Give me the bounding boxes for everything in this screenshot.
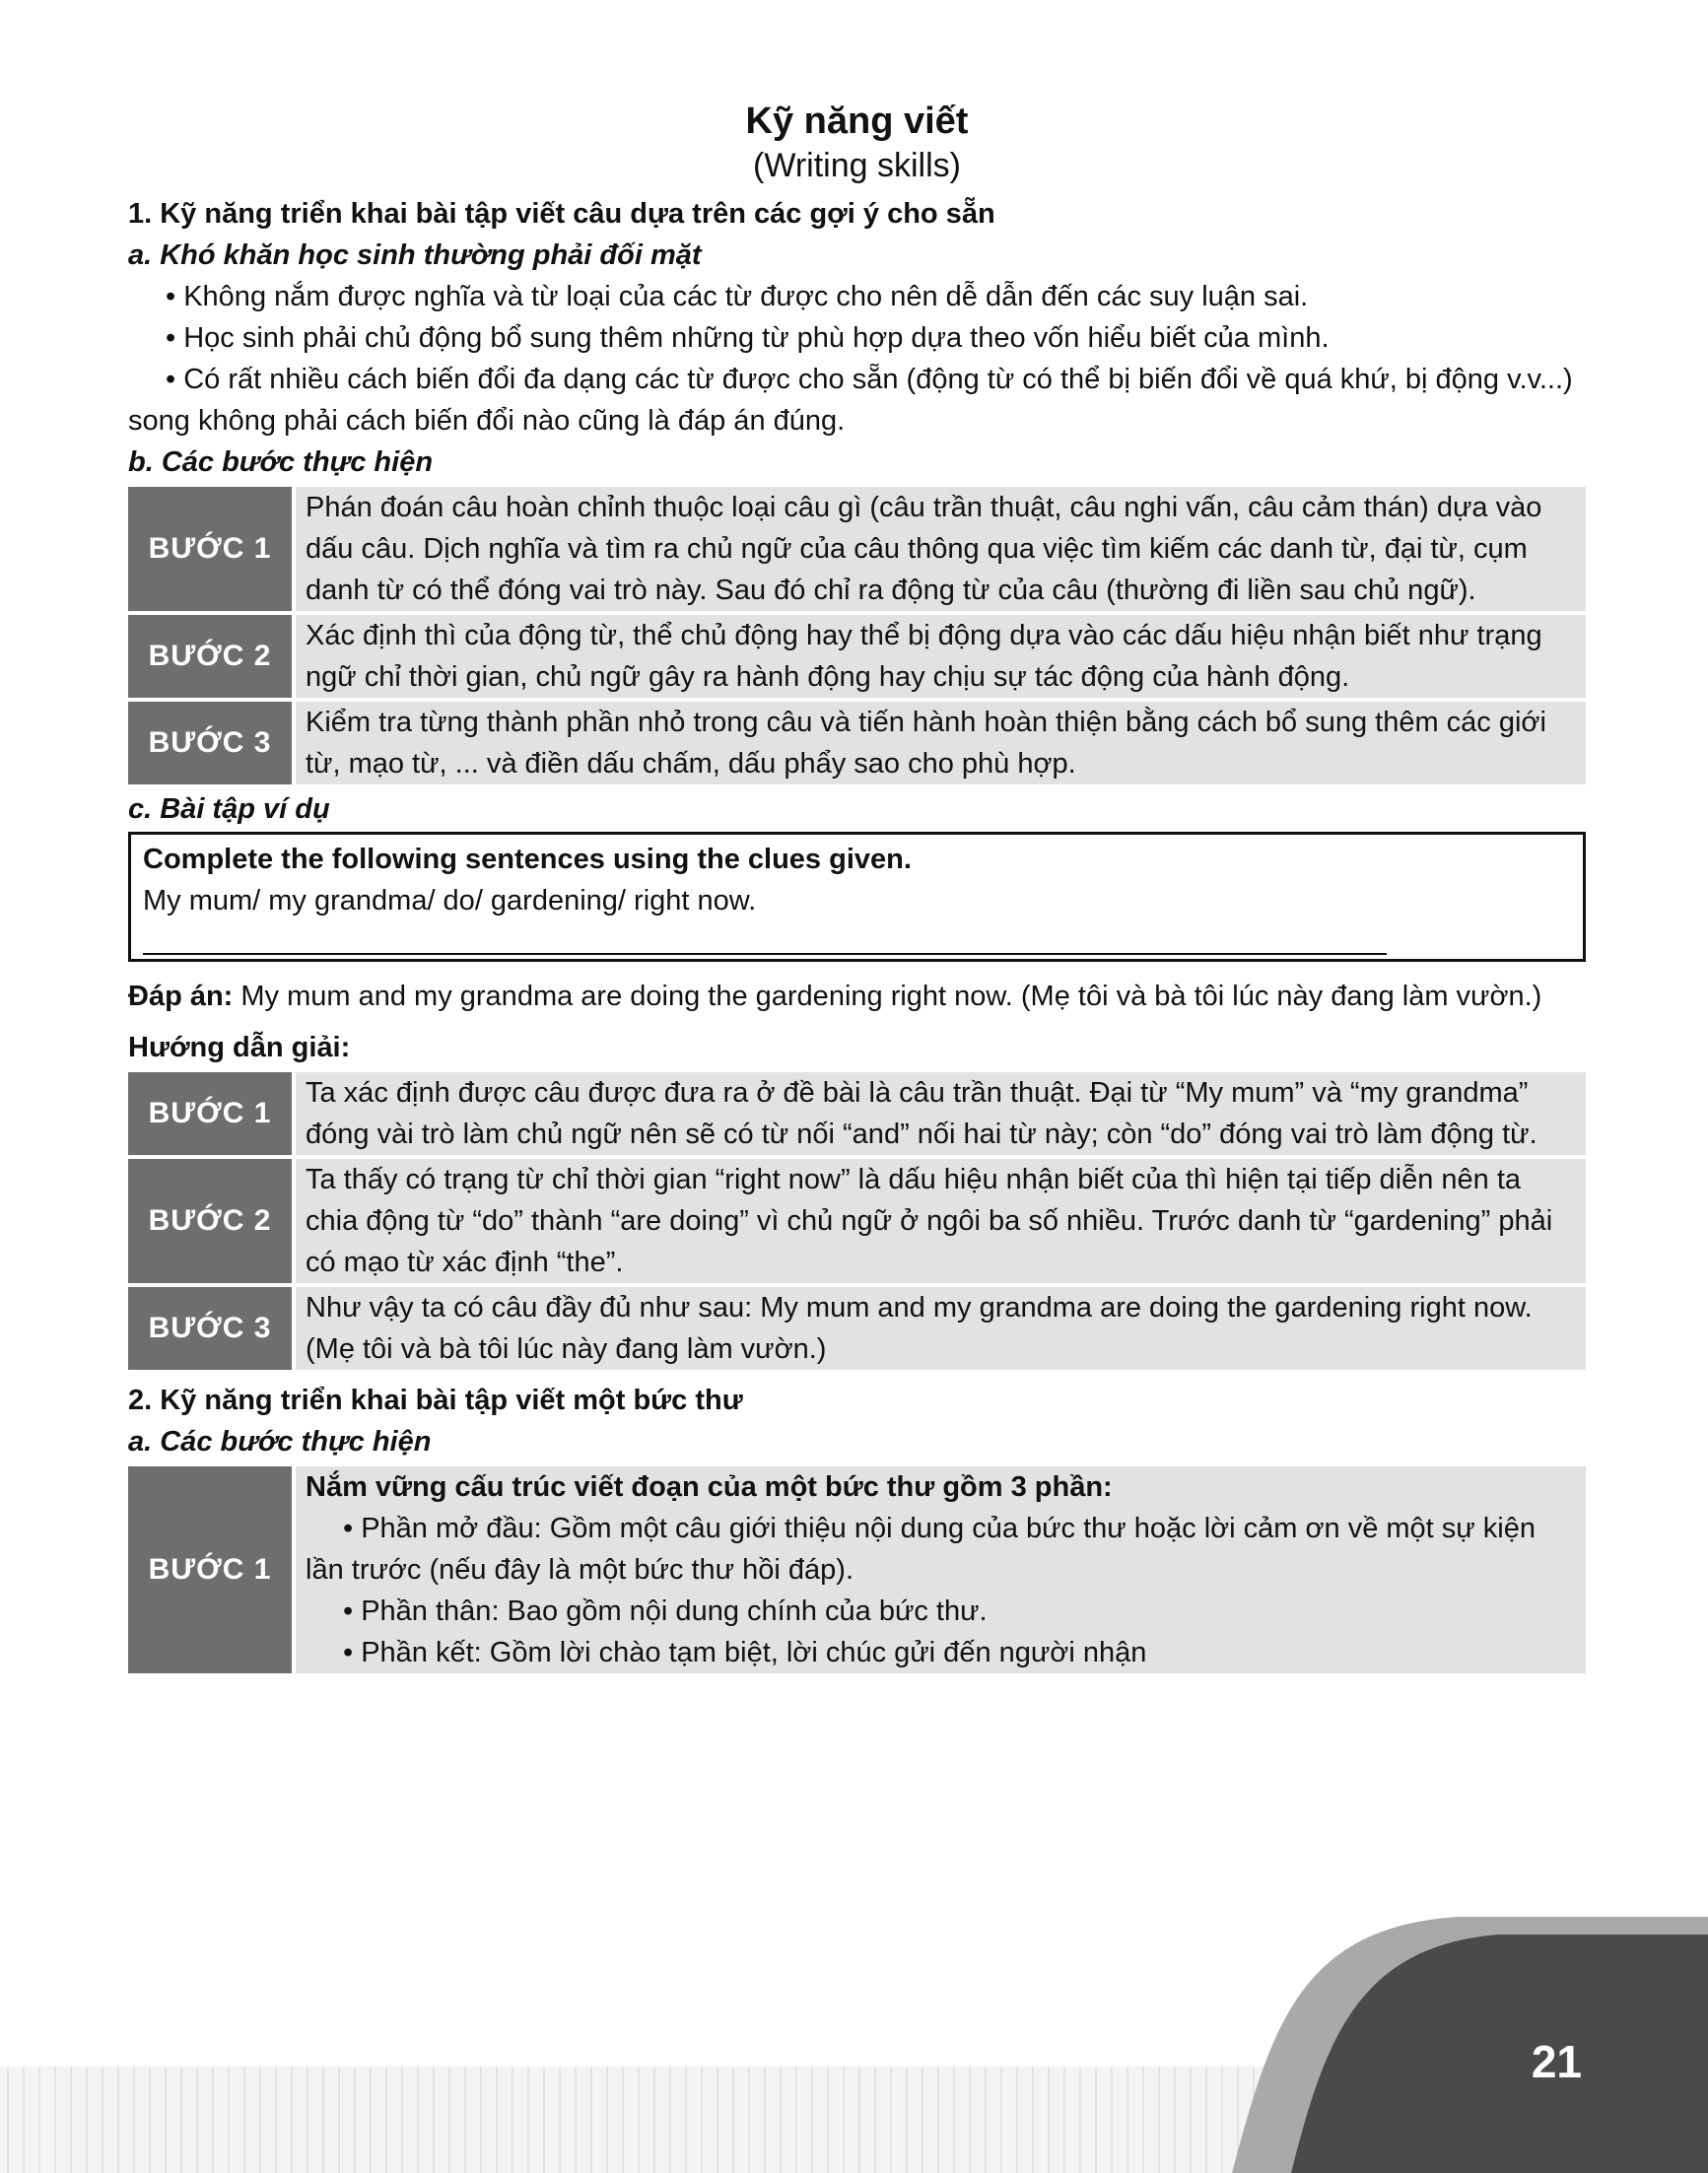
footer-stripes bbox=[0, 2067, 1271, 2173]
step-text: Như vậy ta có câu đầy đủ như sau: My mum and my grandma are doing the gardening right now. (Mẹ tôi và bà tôi lúc này đang làm vườn.) bbox=[296, 1287, 1586, 1370]
difficulty-item: • Không nắm được nghĩa và từ loại của các từ được cho nên dễ dẫn đến các suy luận sai. bbox=[166, 281, 1309, 312]
letter-part-item: • Phần kết: Gồm lời chào tạm biệt, lời chúc gửi đến người nhận bbox=[343, 1637, 1147, 1668]
step-text: Ta thấy có trạng từ chỉ thời gian “right now” là dấu hiệu nhận biết của thì hiện tại tiếp diễn nên ta chia động từ “do” thành “are doing” vì chủ ngữ ở ngôi ba số nhiều. Trước danh từ “gardening” phải có mạo từ xác định “the”. bbox=[296, 1159, 1586, 1283]
step-row bbox=[128, 615, 1586, 698]
procedure-steps bbox=[128, 487, 1586, 784]
letter-steps bbox=[128, 1466, 1586, 1673]
guide-heading: Hướng dẫn giải: bbox=[128, 1032, 351, 1063]
step-label: BƯỚC 1 bbox=[128, 1072, 292, 1155]
step-label: BƯỚC 2 bbox=[128, 1159, 292, 1283]
step-label: BƯỚC 2 bbox=[128, 615, 292, 698]
example-heading: c. Bài tập ví dụ bbox=[128, 793, 330, 825]
step-text: Kiểm tra từng thành phần nhỏ trong câu và tiến hành hoàn thiện bằng cách bổ sung thêm các giới từ, mạo từ, ... và điền dấu chấm, dấu phẩy sao cho phù hợp. bbox=[296, 702, 1586, 784]
step-label: BƯỚC 1 bbox=[128, 487, 292, 611]
page-number: 21 bbox=[1531, 2036, 1582, 2087]
step-label: BƯỚC 3 bbox=[128, 1287, 292, 1370]
step-label: BƯỚC 3 bbox=[128, 702, 292, 784]
difficulty-item: • Học sinh phải chủ động bổ sung thêm những từ phù hợp dựa theo vốn hiểu biết của mình. bbox=[166, 322, 1330, 354]
letter-part-item: • Phần mở đầu: Gồm một câu giới thiệu nội dung của bức thư hoặc lời cảm ơn về một sự kiện lần trước (nếu đây là một bức thư hồi đáp). bbox=[306, 1513, 1536, 1586]
step-row bbox=[128, 1466, 1586, 1673]
step-row bbox=[128, 1159, 1586, 1283]
guide-steps bbox=[128, 1072, 1586, 1370]
letter-part-item: • Phần thân: Bao gồm nội dung chính của bức thư. bbox=[343, 1596, 988, 1627]
step-label: BƯỚC 1 bbox=[128, 1466, 292, 1673]
section1-heading: 1. Kỹ năng triển khai bài tập viết câu dựa trên các gợi ý cho sẵn bbox=[128, 198, 995, 230]
answer-label: Đáp án: bbox=[128, 981, 234, 1012]
page-subtitle: (Writing skills) bbox=[753, 147, 961, 184]
difficulty-item: • Có rất nhiều cách biến đổi đa dạng các từ được cho sẵn (động từ có thể bị biến đổi về quá khứ, bị động v.v...) song không phải cách biến đổi nào cũng là đáp án đúng. bbox=[128, 364, 1573, 437]
step-text: Xác định thì của động từ, thể chủ động hay thể bị động dựa vào các dấu hiệu nhận biết như trạng ngữ chỉ thời gian, chủ ngữ gây ra hành động hay chịu sự tác động của hành động. bbox=[296, 615, 1586, 698]
page-footer-decoration bbox=[0, 1848, 1708, 2173]
page-title: Kỹ năng viết bbox=[745, 101, 969, 142]
exercise-prompt: My mum/ my grandma/ do/ gardening/ right now. bbox=[143, 885, 757, 917]
answer bbox=[128, 976, 1586, 1017]
section2-procedure-heading: a. Các bước thực hiện bbox=[128, 1426, 432, 1458]
exercise-box bbox=[128, 832, 1586, 962]
step-body bbox=[296, 1466, 1586, 1673]
section2-heading: 2. Kỹ năng triển khai bài tập viết một bức thư bbox=[128, 1385, 743, 1416]
exercise-question: Complete the following sentences using the clues given. bbox=[143, 844, 912, 875]
difficulties-heading: a. Khó khăn học sinh thường phải đối mặt bbox=[128, 239, 702, 271]
step-lead: Nắm vững cấu trúc viết đoạn của một bức thư gồm 3 phần: bbox=[306, 1471, 1113, 1503]
step-text: Phán đoán câu hoàn chỉnh thuộc loại câu gì (câu trần thuật, câu nghi vấn, câu cảm thán) dựa vào dấu câu. Dịch nghĩa và tìm ra chủ ngữ của câu thông qua việc tìm kiếm các danh từ, đại từ, cụm danh từ có thể đóng vai trò này. Sau đó chỉ ra động từ của câu (thường đi liền sau chủ ngữ). bbox=[296, 487, 1586, 611]
step-row bbox=[128, 487, 1586, 611]
step-row bbox=[128, 1072, 1586, 1155]
answer-line bbox=[143, 953, 1387, 955]
page-content bbox=[128, 99, 1586, 1677]
step-row bbox=[128, 702, 1586, 784]
step-row bbox=[128, 1287, 1586, 1370]
step-text: Ta xác định được câu được đưa ra ở đề bài là câu trần thuật. Đại từ “My mum” và “my grandma” đóng vài trò làm chủ ngữ nên sẽ có từ nối “and” nối hai từ này; còn “do” đóng vai trò làm động từ. bbox=[296, 1072, 1586, 1155]
procedure-heading: b. Các bước thực hiện bbox=[128, 446, 434, 478]
answer-text: My mum and my grandma are doing the gardening right now. (Mẹ tôi và bà tôi lúc này đang làm vườn.) bbox=[233, 981, 1542, 1012]
